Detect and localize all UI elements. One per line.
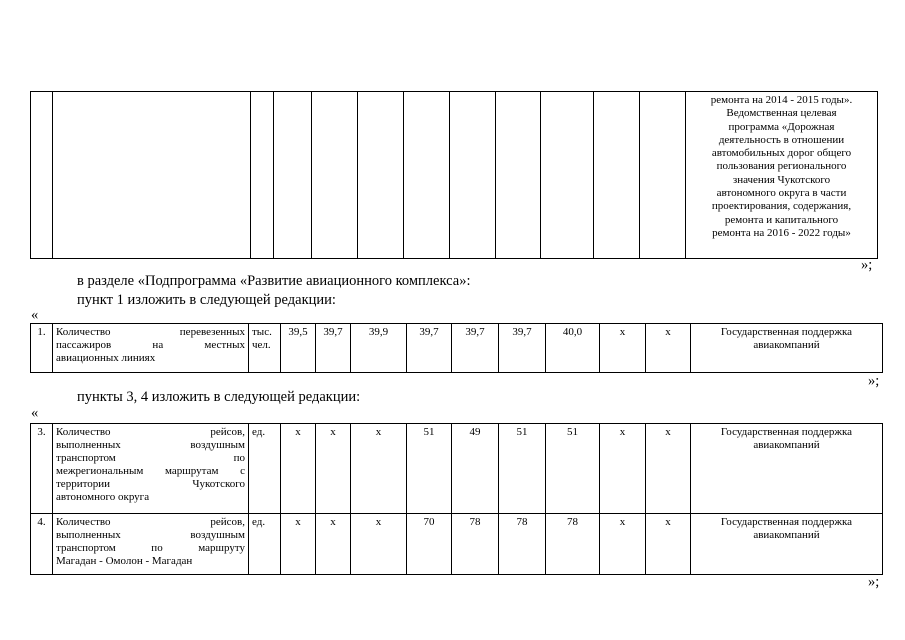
unit-cell: тыс. чел. — [249, 324, 281, 373]
value-cell: 51 — [407, 424, 452, 514]
opening-quote: « — [31, 307, 39, 323]
value-cell: х — [646, 514, 691, 575]
table-row — [31, 514, 883, 575]
value-cell: х — [351, 424, 407, 514]
value-cell: 39,7 — [499, 324, 546, 373]
section-intro: в разделе «Подпрограмма «Развитие авиационного комплекса»: — [77, 273, 471, 289]
indicator-table-1 — [30, 323, 883, 373]
value-cell: 39,5 — [281, 324, 316, 373]
items34-intro: пункты 3, 4 изложить в следующей редакции: — [77, 389, 361, 405]
value-cell: х — [646, 324, 691, 373]
value-cell: х — [281, 514, 316, 575]
indicator-name: Количество рейсов, выполненных воздушным транспортом по межрегиональным маршрутам с территории Чукотского автономного округа — [53, 424, 249, 514]
opening-quote-2: « — [31, 405, 39, 421]
funding-source-cell: Государственная поддержка авиакомпаний — [691, 514, 883, 575]
value-cell: х — [600, 514, 646, 575]
program-note-cell: ремонта на 2014 - 2015 годы». Ведомственная целевая программа «Дорожная деятельность в отношении автомобильных дорог общего пользования регионального значения Чукотского автономного округа в части проектирования, содержания, ремонта и капитального ремонта на 2016 - 2022 годы» — [686, 92, 878, 259]
value-cell: 39,9 — [351, 324, 407, 373]
item1-intro: пункт 1 изложить в следующей редакции: — [77, 292, 336, 308]
unit-cell: ед. — [249, 424, 281, 514]
indicator-name: Количество перевезенных пассажиров на местных авиационных линиях — [53, 324, 249, 373]
funding-source-cell: Государственная поддержка авиакомпаний — [691, 424, 883, 514]
indicator-name: Количество рейсов, выполненных воздушным транспортом по маршруту Магадан - Омолон - Магадан — [53, 514, 249, 575]
value-cell: х — [316, 514, 351, 575]
continuation-table — [30, 91, 878, 259]
funding-source-cell: Государственная поддержка авиакомпаний — [691, 324, 883, 373]
closing-quote-1: »; — [868, 373, 880, 389]
value-cell: 70 — [407, 514, 452, 575]
value-cell: 78 — [546, 514, 600, 575]
table-row — [31, 324, 883, 373]
value-cell: 49 — [452, 424, 499, 514]
closing-quote-2: »; — [868, 574, 880, 590]
table-row — [31, 424, 883, 514]
closing-quote: »; — [861, 257, 873, 273]
row-number: 4. — [31, 514, 53, 575]
unit-cell: ед. — [249, 514, 281, 575]
value-cell: 39,7 — [316, 324, 351, 373]
value-cell: 39,7 — [452, 324, 499, 373]
value-cell: 78 — [452, 514, 499, 575]
value-cell: 78 — [499, 514, 546, 575]
value-cell: х — [600, 424, 646, 514]
value-cell: 40,0 — [546, 324, 600, 373]
value-cell: 39,7 — [407, 324, 452, 373]
value-cell: х — [600, 324, 646, 373]
value-cell: 51 — [546, 424, 600, 514]
continuation-row — [31, 92, 878, 259]
row-number: 1. — [31, 324, 53, 373]
indicator-table-2 — [30, 423, 883, 575]
row-number: 3. — [31, 424, 53, 514]
value-cell: 51 — [499, 424, 546, 514]
value-cell: х — [646, 424, 691, 514]
value-cell: х — [316, 424, 351, 514]
value-cell: х — [281, 424, 316, 514]
value-cell: х — [351, 514, 407, 575]
